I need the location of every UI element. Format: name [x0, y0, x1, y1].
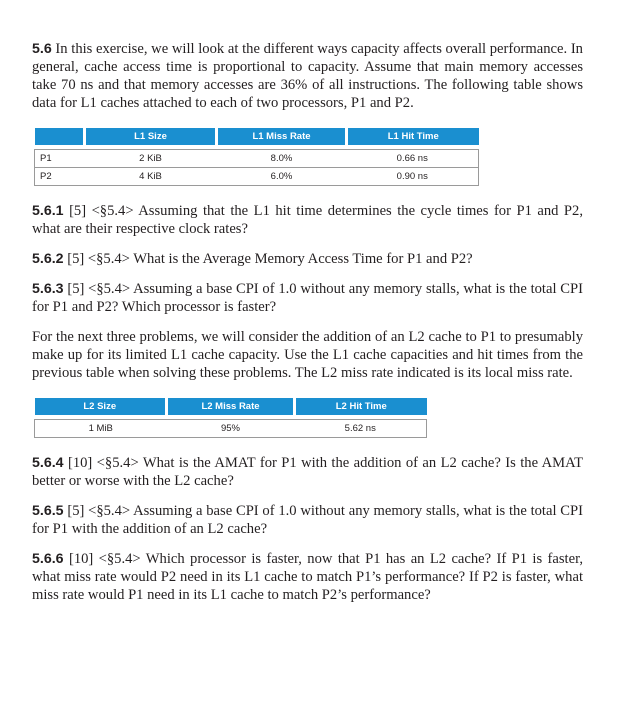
table-row [35, 420, 427, 438]
intro-text: In this exercise, we will look at the different ways capacity affects overall performance. In general, cache access time is proportional to capacity. Assume that main memory accesses take 70 ns and that memory accesses are 36% of all instructions. The following table shows data for L1 caches attached to each of two processors, P1 and P2. [32, 41, 583, 111]
intro-paragraph [32, 40, 583, 112]
table-row [35, 150, 479, 168]
l1-hit-time-cell: 0.66 ns [347, 150, 479, 168]
l1-header-blank [35, 128, 85, 145]
exercise-number: 5.6 [32, 41, 52, 57]
l1-header-size: L1 Size [85, 128, 217, 145]
l2-cache-table [34, 398, 427, 438]
question-5-6-5 [32, 502, 583, 538]
l2-miss-rate-cell: 95% [167, 420, 295, 438]
processor-name: P1 [35, 150, 85, 168]
l1-header-miss-rate: L1 Miss Rate [217, 128, 347, 145]
l1-size-cell: 4 KiB [85, 168, 217, 186]
question-text: [5] <§5.4> What is the Average Memory Access Time for P1 and P2? [67, 251, 473, 267]
question-number: 5.6.3 [32, 281, 64, 297]
exercise-page [32, 40, 583, 616]
question-5-6-3 [32, 280, 583, 316]
question-5-6-4 [32, 454, 583, 490]
l2-header-miss-rate: L2 Miss Rate [167, 398, 295, 415]
question-text: [5] <§5.4> Assuming that the L1 hit time determines the cycle times for P1 and P2, what are their respective clock rates? [32, 203, 583, 237]
question-number: 5.6.6 [32, 551, 64, 567]
question-5-6-6 [32, 550, 583, 604]
question-number: 5.6.4 [32, 455, 64, 471]
question-number: 5.6.2 [32, 251, 64, 267]
question-5-6-2 [32, 250, 583, 268]
l1-miss-rate-cell: 8.0% [217, 150, 347, 168]
l1-miss-rate-cell: 6.0% [217, 168, 347, 186]
l1-size-cell: 2 KiB [85, 150, 217, 168]
question-5-6-1 [32, 202, 583, 238]
l2-header-hit-time: L2 Hit Time [295, 398, 427, 415]
question-number: 5.6.5 [32, 503, 64, 519]
l1-header-hit-time: L1 Hit Time [347, 128, 479, 145]
question-text: [10] <§5.4> What is the AMAT for P1 with the addition of an L2 cache? Is the AMAT better or worse with the L2 cache? [32, 455, 583, 489]
l2-lead-paragraph: For the next three problems, we will consider the addition of an L2 cache to P1 to presumably make up for its limited L1 cache capacity. Use the L1 cache capacities and hit times from the previous table when solving these problems. The L2 miss rate indicated is its local miss rate. [32, 329, 583, 381]
table-row [35, 168, 479, 186]
l1-table-header-row [35, 128, 479, 145]
l2-table-header-row [35, 398, 427, 415]
l2-hit-time-cell: 5.62 ns [295, 420, 427, 438]
processor-name: P2 [35, 168, 85, 186]
l1-hit-time-cell: 0.90 ns [347, 168, 479, 186]
l2-header-size: L2 Size [35, 398, 167, 415]
question-text: [5] <§5.4> Assuming a base CPI of 1.0 without any memory stalls, what is the total CPI for P1 with the addition of an L2 cache? [32, 503, 583, 537]
question-text: [5] <§5.4> Assuming a base CPI of 1.0 without any memory stalls, what is the total CPI for P1 and P2? Which processor is faster? [32, 281, 583, 315]
question-number: 5.6.1 [32, 203, 64, 219]
l1-cache-table [34, 128, 479, 186]
question-text: [10] <§5.4> Which processor is faster, now that P1 has an L2 cache? If P1 is faster, what miss rate would P2 need in its L1 cache to match P1’s performance? If P2 is faster, what miss rate would P1 need in its L1 cache to match P2’s performance? [32, 551, 583, 603]
l2-size-cell: 1 MiB [35, 420, 167, 438]
